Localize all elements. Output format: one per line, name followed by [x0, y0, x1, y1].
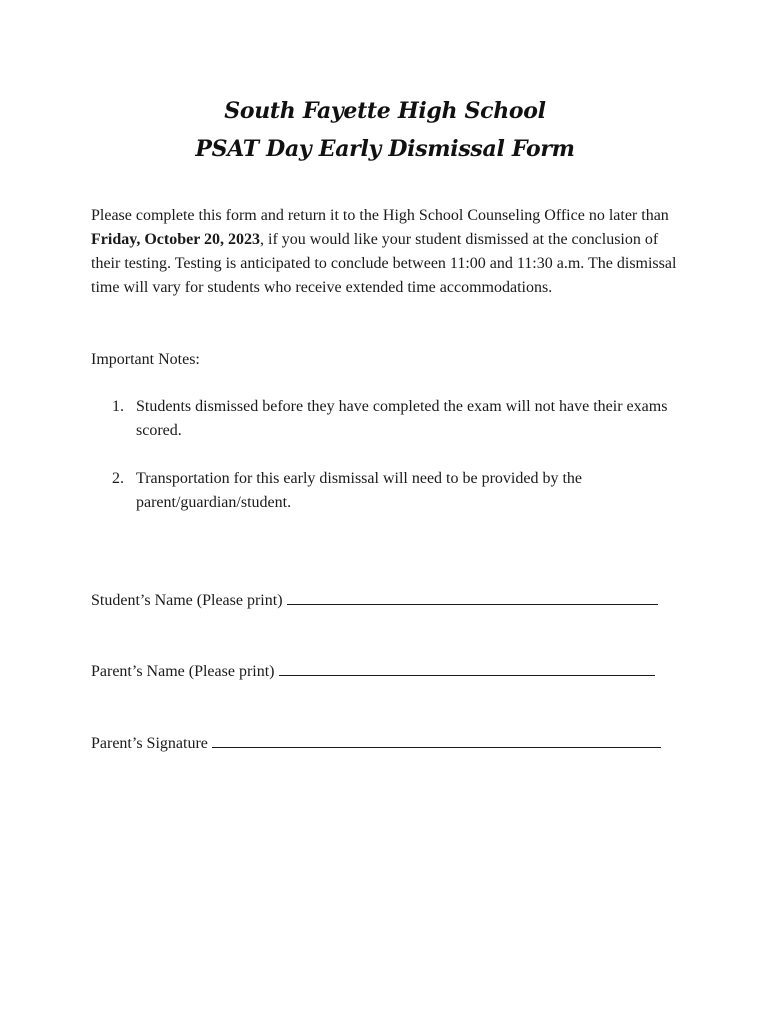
parent-name-label: Parent’s Name (Please print) — [91, 663, 275, 680]
parent-signature-input-line[interactable] — [212, 732, 661, 748]
form-title: PSAT Day Early Dismissal Form — [195, 136, 575, 162]
list-item-text: Transportation for this early dismissal will need to be provided by the parent/guardian/student. — [136, 470, 583, 511]
intro-paragraph — [91, 204, 681, 300]
parent-signature-field — [91, 732, 691, 756]
notes-list — [91, 395, 681, 539]
student-name-input-line[interactable] — [287, 589, 658, 605]
parent-name-input-line[interactable] — [279, 660, 655, 676]
list-item — [91, 395, 681, 443]
student-name-label: Student’s Name (Please print) — [91, 592, 283, 609]
due-date: Friday, October 20, 2023 — [91, 231, 261, 248]
list-item-text: Students dismissed before they have completed the exam will not have their exams scored. — [136, 398, 668, 439]
form-header — [0, 92, 770, 168]
list-item-number: 2. — [112, 470, 124, 487]
notes-heading: Important Notes: — [91, 351, 200, 368]
list-item-number: 1. — [112, 398, 124, 415]
parent-name-field — [91, 660, 691, 684]
parent-signature-label: Parent’s Signature — [91, 735, 208, 752]
list-item — [91, 467, 681, 515]
intro-text-start: Please complete this form and return it to the High School Counseling Office no later than — [91, 207, 669, 224]
student-name-field — [91, 589, 691, 613]
school-name: South Fayette High School — [224, 98, 546, 124]
intro-text-end: , if you would like your student dismissed at the conclusion of their testing. Testing is anticipated to conclude between 11:00 and 11:30 a.m. The dismissal time will vary for students who receive extended time accommodations. — [91, 231, 677, 296]
